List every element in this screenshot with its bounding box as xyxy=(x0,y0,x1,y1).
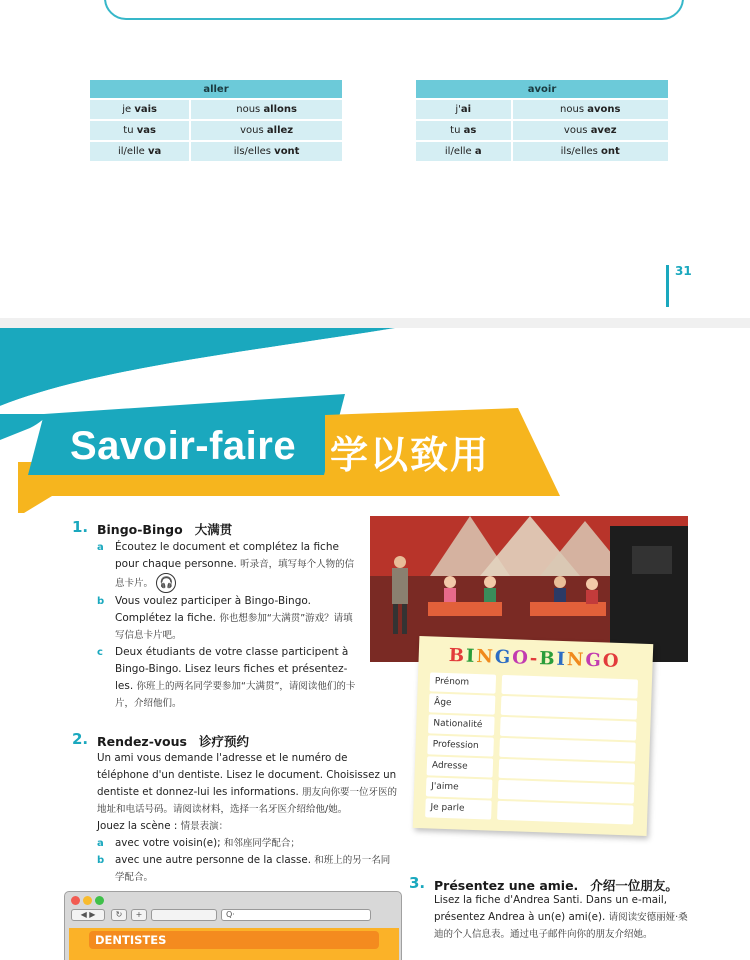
exercise-2-title-cn: 诊疗预约 xyxy=(198,734,249,749)
dentistes-heading: DENTISTES xyxy=(89,931,379,949)
page-number-bar xyxy=(666,265,669,307)
table-row xyxy=(90,121,342,140)
age-field[interactable] xyxy=(501,696,638,720)
item-letter: a xyxy=(97,542,104,553)
previous-page xyxy=(0,0,750,318)
verb-form: ai xyxy=(460,104,472,115)
exercise-1-title xyxy=(97,520,232,538)
jaime-field[interactable] xyxy=(498,780,635,804)
bingo-title-letter: G xyxy=(585,649,604,672)
exercise-3-number: 3. xyxy=(409,874,426,892)
pronoun: il/elle xyxy=(444,146,475,157)
exercise-2-item-b xyxy=(97,852,399,886)
field-label: Nationalité xyxy=(428,714,495,735)
avoir-conjugation-table xyxy=(414,78,670,163)
field-label: Profession xyxy=(427,735,494,756)
item-letter: c xyxy=(97,647,103,658)
bingo-title-letter: N xyxy=(566,649,586,671)
table-row xyxy=(90,142,342,161)
pronoun: nous xyxy=(236,104,264,115)
item-text-cn: 和邻座同学配合； xyxy=(223,838,300,849)
back-forward-button[interactable]: ◀ ▶ xyxy=(71,909,105,921)
prenom-field[interactable] xyxy=(501,675,638,699)
page-gutter xyxy=(0,318,750,328)
exercise-3-title-cn: 介绍一位朋友。 xyxy=(590,878,678,893)
pronoun: tu xyxy=(123,125,137,136)
verb-form: ont xyxy=(601,146,620,157)
pronoun: tu xyxy=(450,125,464,136)
exercise-2-title-fr: Rendez-vous xyxy=(97,734,187,749)
bingo-title-letter: N xyxy=(476,645,496,668)
verb-form: vais xyxy=(134,104,157,115)
pronoun: nous xyxy=(560,104,588,115)
verb-form: vas xyxy=(136,125,156,136)
item-text-cn: 你也想参加“大满贯”游戏？请填写信息卡片吧。 xyxy=(115,613,353,641)
verb-form: allez xyxy=(266,125,294,136)
verb-form: avons xyxy=(587,104,621,115)
savoir-faire-page xyxy=(0,328,750,960)
scene-text-fr: Jouez la scène : xyxy=(97,820,178,832)
bingo-title-letter: I xyxy=(556,648,568,671)
body-text-cn: 请阅读安德丽娅·桑迪的个人信息表。通过电子邮件向你的朋友介绍她。 xyxy=(434,912,688,940)
aller-conjugation-table xyxy=(88,78,344,163)
table-row xyxy=(90,100,342,119)
verb-form: avez xyxy=(590,125,617,136)
item-text-fr: Écoutez le document et complétez la fiche pour chaque personne. xyxy=(115,541,339,570)
item-letter: b xyxy=(97,855,105,866)
item-text-fr: Vous voulez participer à Bingo-Bingo. Complétez la fiche. xyxy=(115,595,311,624)
item-text-cn: 和班上的另一名同学配合。 xyxy=(115,855,391,883)
field-label: Je parle xyxy=(425,798,492,819)
table-row xyxy=(416,121,668,140)
scene-text-cn: 情景表演： xyxy=(180,821,229,832)
page-number: 31 xyxy=(675,264,692,278)
je-parle-field[interactable] xyxy=(497,801,634,825)
maximize-icon[interactable] xyxy=(95,896,104,905)
field-label: Prénom xyxy=(429,672,496,693)
profession-field[interactable] xyxy=(499,738,636,762)
browser-content xyxy=(69,928,399,960)
address-bar[interactable] xyxy=(151,909,217,921)
bingo-title-letter: O xyxy=(602,650,621,673)
table-row xyxy=(416,142,668,161)
item-text-fr: avec votre voisin(e); xyxy=(115,837,221,849)
item-letter: a xyxy=(97,838,104,849)
bingo-card xyxy=(413,636,654,836)
pronoun: vous xyxy=(563,125,591,136)
field-label: Adresse xyxy=(427,756,494,777)
item-text-fr: Deux étudiants de votre classe participent à Bingo-Bingo. Lisez leurs fiches et présentez-les. xyxy=(115,646,349,692)
item-text-cn: 你班上的两名同学要参加“大满贯”，请阅读他们的卡片，介绍他们。 xyxy=(115,681,356,709)
exercise-2-scene xyxy=(97,818,399,835)
pronoun: ils/elles xyxy=(560,146,602,157)
minimize-icon[interactable] xyxy=(83,896,92,905)
pronoun: j' xyxy=(455,104,461,115)
grammar-callout-box xyxy=(104,0,684,20)
headphones-icon[interactable]: 🎧 xyxy=(156,573,176,593)
avoir-header: avoir xyxy=(416,80,668,98)
intro-text-fr: Un ami vous demande l'adresse et le numéro de téléphone d'un dentiste. Lisez le document. Choisissez un dentiste et donnez-lui les informations. xyxy=(97,752,397,798)
bingo-title-letter: I xyxy=(465,645,477,667)
close-icon[interactable] xyxy=(71,896,80,905)
exercise-1-number: 1. xyxy=(72,518,89,536)
search-input[interactable] xyxy=(221,909,371,921)
pronoun: il/elle xyxy=(118,146,148,157)
aller-header: aller xyxy=(90,80,342,98)
adresse-field[interactable] xyxy=(499,759,636,783)
exercise-2-body xyxy=(97,750,399,886)
bingo-card-title xyxy=(448,645,620,672)
bingo-title-letter: B xyxy=(448,645,467,667)
body-text-fr: Lisez la fiche d'Andrea Santi. Dans un e-mail, présentez Andrea à un(e) ami(e). xyxy=(434,894,668,923)
exercise-1-title-fr: Bingo-Bingo xyxy=(97,522,183,537)
verb-form: allons xyxy=(263,104,297,115)
exercise-1-item-c xyxy=(97,644,359,712)
reload-icon[interactable]: ↻ xyxy=(111,909,127,921)
exercise-2-intro xyxy=(97,750,399,818)
add-tab-icon[interactable]: + xyxy=(131,909,147,921)
exercise-1-body xyxy=(97,539,359,712)
exercise-1-title-cn: 大满贯 xyxy=(194,522,233,537)
bingo-title-letter: - xyxy=(529,647,540,670)
intro-text-cn: 朋友向你要一位牙医的地址和电话号码。请阅读材料，选择一名牙医介绍给他/她。 xyxy=(97,787,398,815)
bingo-title-letter: B xyxy=(538,648,557,670)
pronoun: ils/elles xyxy=(233,146,275,157)
pronoun: je xyxy=(122,104,135,115)
section-title-chinese: 学以致用 xyxy=(330,433,491,477)
verb-form: a xyxy=(474,146,482,157)
bingo-title-letter: O xyxy=(511,647,531,669)
exercise-2-title xyxy=(97,732,249,750)
exercise-3-body xyxy=(434,892,696,943)
exercise-2-number: 2. xyxy=(72,730,89,748)
item-text-fr: avec une autre personne de la classe. xyxy=(115,854,312,866)
field-label: Âge xyxy=(429,693,496,714)
search-icon: Q· xyxy=(226,910,235,919)
exercise-1-item-a xyxy=(97,539,359,593)
item-letter: b xyxy=(97,596,105,607)
browser-window xyxy=(64,891,402,960)
bingo-title-letter: G xyxy=(494,646,513,669)
item-text-cn: 听录音，填写每个人物的信息卡片。 xyxy=(115,559,355,589)
table-row xyxy=(416,100,668,119)
pronoun: vous xyxy=(240,125,267,136)
field-label: J'aime xyxy=(426,777,493,798)
nationalite-field[interactable] xyxy=(500,717,637,741)
verb-form: va xyxy=(147,146,162,157)
exercise-3-title-fr: Présentez une amie. xyxy=(434,878,579,893)
verb-form: vont xyxy=(274,146,300,157)
section-title: Savoir-faire xyxy=(70,424,297,468)
verb-form: as xyxy=(463,125,477,136)
exercise-1-item-b xyxy=(97,593,359,644)
exercise-2-item-a xyxy=(97,835,399,852)
